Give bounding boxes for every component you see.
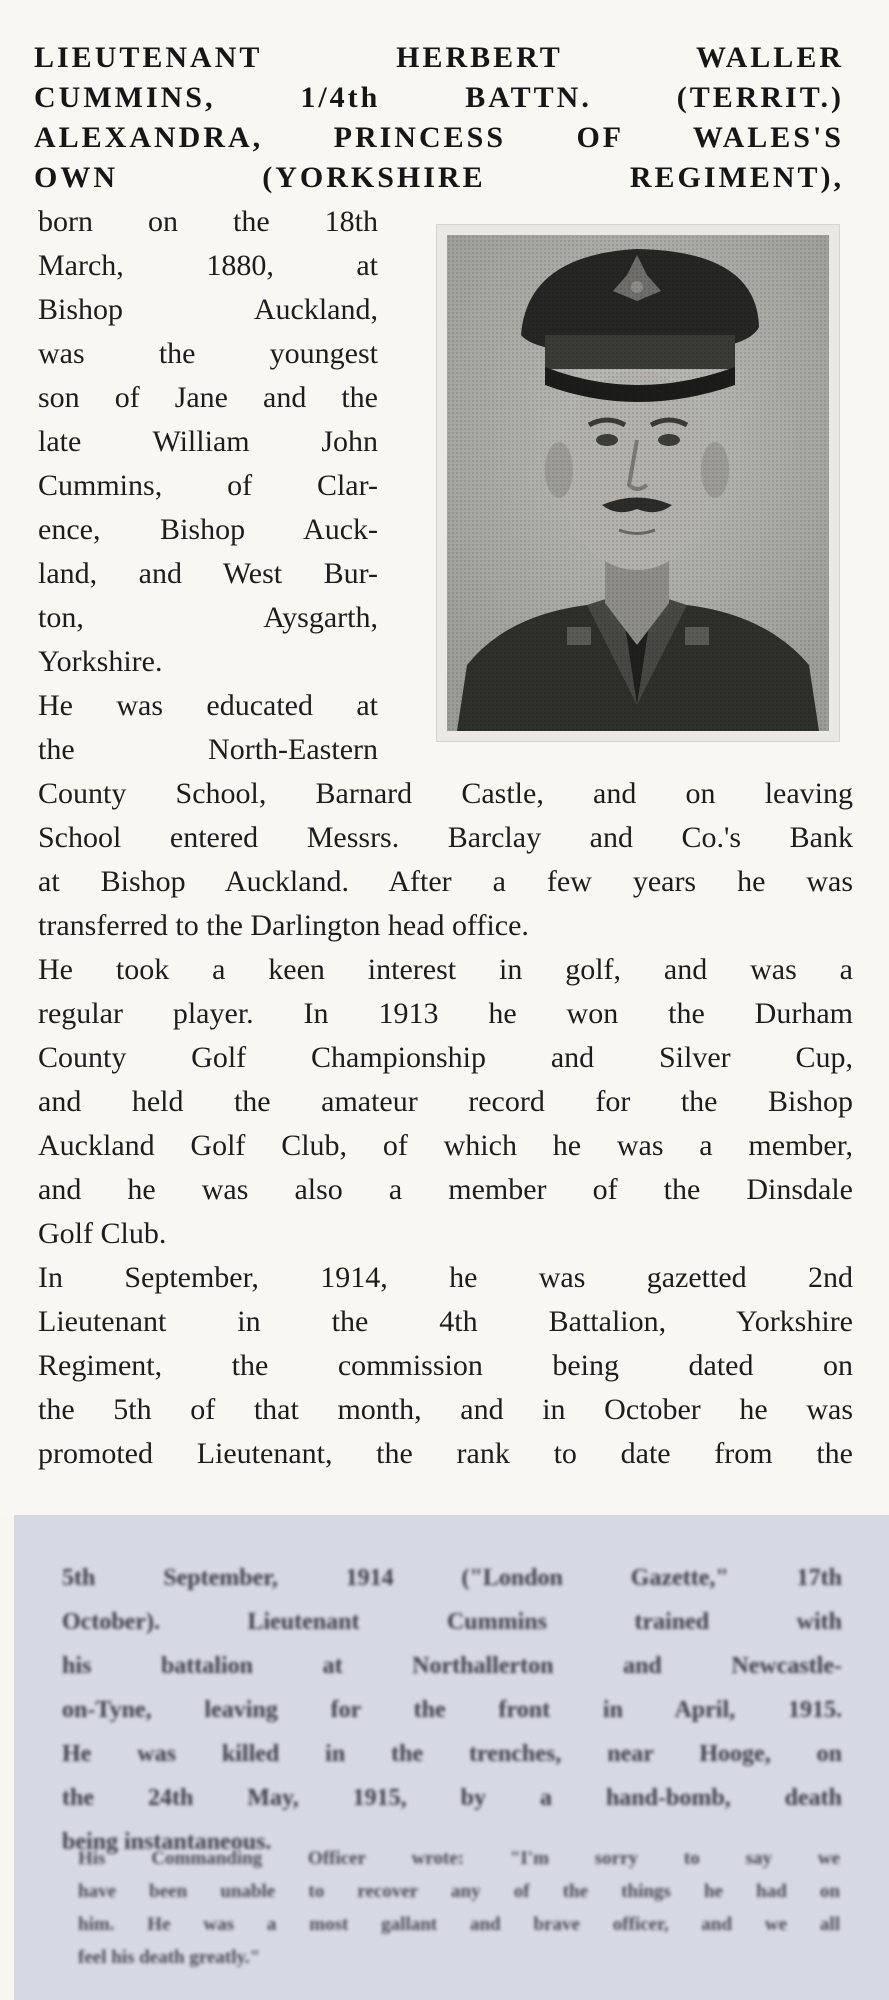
memorial-heading: [34, 38, 844, 198]
text-line: ence, Bishop Auck-: [38, 513, 378, 546]
heading-line: CUMMINS, 1/4th BATTN. (TERRIT.): [34, 81, 844, 114]
text-line: and held the amateur record for the Bishop: [38, 1085, 853, 1118]
text-line: October). Lieutenant Cummins trained with: [62, 1609, 842, 1635]
text-line: on-Tyne, leaving for the front in April, 1915.: [62, 1697, 842, 1723]
heading-line: ALEXANDRA, PRINCESS OF WALES'S: [34, 121, 844, 154]
portrait-photo: [436, 224, 840, 742]
text-line: County School, Barnard Castle, and on leaving: [38, 777, 853, 810]
text-line: County Golf Championship and Silver Cup,: [38, 1041, 853, 1074]
text-line: Auckland Golf Club, of which he was a member,: [38, 1129, 853, 1162]
text-line: Lieutenant in the 4th Battalion, Yorkshire: [38, 1305, 853, 1338]
continued-paragraph: [38, 772, 853, 1476]
text-line: He took a keen interest in golf, and was a: [38, 953, 853, 986]
text-line: School entered Messrs. Barclay and Co.'s Bank: [38, 821, 853, 854]
text-line: born on the 18th: [38, 205, 378, 238]
heading-line: OWN (YORKSHIRE REGIMENT),: [34, 161, 844, 194]
quote-line: have been unable to recover any of the things he had on: [78, 1881, 840, 1902]
quote-line: His Commanding Officer wrote: "I'm sorry to say we: [78, 1848, 840, 1869]
text-line: the 24th May, 1915, by a hand-bomb, death: [62, 1785, 842, 1811]
text-line: at Bishop Auckland. After a few years he was: [38, 865, 853, 898]
text-line: March, 1880, at: [38, 249, 378, 282]
text-line: his battalion at Northallerton and Newcastle-: [62, 1653, 842, 1679]
text-line: transferred to the Darlington head office.: [38, 909, 529, 942]
quote-line: him. He was a most gallant and brave officer, and we all: [78, 1914, 840, 1935]
text-line: Regiment, the commission being dated on: [38, 1349, 853, 1382]
text-line: the 5th of that month, and in October he was: [38, 1393, 853, 1426]
text-line: Bishop Auckland,: [38, 293, 378, 326]
text-line: was the youngest: [38, 337, 378, 370]
text-line: He was educated at: [38, 689, 378, 722]
text-line: In September, 1914, he was gazetted 2nd: [38, 1261, 853, 1294]
text-line: Yorkshire.: [38, 645, 163, 678]
text-line: promoted Lieutenant, the rank to date from the: [38, 1437, 853, 1470]
blurred-quote: [78, 1842, 840, 1974]
text-line: late William John: [38, 425, 378, 458]
text-line: Golf Club.: [38, 1217, 167, 1250]
text-line: 5th September, 1914 ("London Gazette," 17th: [62, 1565, 842, 1591]
quote-line: feel his death greatly.": [78, 1947, 261, 1968]
text-line: being instantaneous.: [62, 1829, 272, 1855]
text-line: land, and West Bur-: [38, 557, 378, 590]
heading-line: LIEUTENANT HERBERT WALLER: [34, 41, 844, 74]
text-line: son of Jane and the: [38, 381, 378, 414]
officer-portrait-image: [447, 235, 829, 731]
intro-paragraph: [38, 200, 378, 772]
text-line: the North-Eastern: [38, 733, 378, 766]
text-line: He was killed in the trenches, near Hooge, on: [62, 1741, 842, 1767]
text-line: ton, Aysgarth,: [38, 601, 378, 634]
text-line: regular player. In 1913 he won the Durham: [38, 997, 853, 1030]
text-line: Cummins, of Clar-: [38, 469, 378, 502]
blurred-paragraph: [62, 1556, 842, 1864]
text-line: and he was also a member of the Dinsdale: [38, 1173, 853, 1206]
